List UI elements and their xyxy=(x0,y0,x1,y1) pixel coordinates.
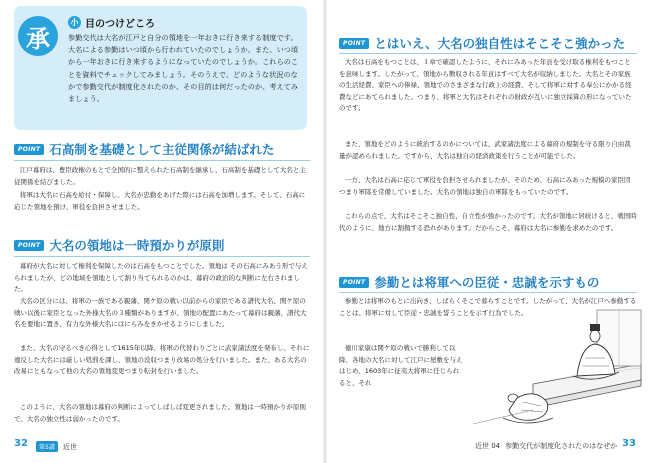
point-badge: POINT xyxy=(339,277,369,288)
intro-header xyxy=(68,15,155,30)
section-title: 石高制を基礎として主従関係が結ばれた xyxy=(49,142,275,157)
page-number: 32 xyxy=(14,438,28,449)
paragraph: また、領地をどのように統治するのかについては、武家諸法度による幕府の規制を守る限り自由裁量が認められました。ですから、大名は独自の経済政策を行うことが可能でした。 xyxy=(339,140,631,160)
section-heading xyxy=(14,236,224,254)
chapter-label: 近世 xyxy=(62,442,77,451)
section-title: とはいえ、大名の独自性はそこそこ強かった xyxy=(374,36,626,51)
section-heading xyxy=(14,140,274,158)
paragraph: これらの点で、大名はそこそこ独自性、自立性が強かったのです。大名が領地に居続けると、戦国時代のように、地方に割拠する恐れがあります。だからこそ、幕府は大名に参勤を求めたのです。 xyxy=(339,212,637,232)
page-footer xyxy=(36,441,77,452)
point-badge: POINT xyxy=(339,38,369,49)
paragraph: このように、大名の領地は幕府の判断によってしばしば変更されました。領地は一時預かりが原則で、大名の独立性は弱かったのです。 xyxy=(14,403,306,423)
section-heading xyxy=(339,34,625,52)
paragraph: 大名は石高をもつことは、１章で確認したように、それにみあった年貢を受け取る権利をもつことを意味します。したがって、領地から徴収される年貢はすべて大名が収納しました。大名とその家族の生活経費、家臣への俸禄、領地でのさまざまな行政上の経費、そして将軍に対する奉公にかかる経費などにあてられました。つまり、将軍と大名はそれぞれの財政が互いに独立採算の形になっていたのです。 xyxy=(339,58,632,113)
section-title: 参勤とは将軍への臣従・忠誠を示すもの xyxy=(374,275,600,290)
section-divider xyxy=(14,256,310,257)
section-heading xyxy=(339,273,599,291)
intro-title: 目のつけどころ xyxy=(85,19,155,30)
point-badge: POINT xyxy=(14,144,44,155)
section-divider xyxy=(339,292,637,293)
page-footer xyxy=(475,441,617,451)
paragraph: 将軍は大名に石高を給付・保障し、大名が忠勤をあげた際には石高を加増します。そして、石高に応じた領地を預け、軍役を負担させました。 xyxy=(14,191,306,211)
page-number: 33 xyxy=(622,438,636,449)
shogun-audience-illustration xyxy=(473,306,643,431)
section-divider xyxy=(14,160,310,161)
chapter-label: 近世 04 xyxy=(475,442,501,450)
section-divider xyxy=(339,53,637,54)
paragraph: 江戸幕府は、豊臣政権のもとで全国的に整えられた石高制を継承し、石高制を基礎として大名と主従関係を結びました。 xyxy=(14,166,306,186)
paragraph: 幕府が大名に対して権利を保障したのは石高をもつことでした。領地は その石高にみあう形で与えられましたが、どの地域を領地として割り当てられるのかは、幕府の政治的な判断に左右されました。 xyxy=(14,262,308,294)
chapter-phase-badge: 承 xyxy=(18,16,58,56)
intro-body: 参勤交代は大名が江戸と自分の領地を一年おきに行き来する制度です。大名による参勤はいつ頃から行われていたのでしょうか。また、いつ頃から一年おきに行き来するようになっていたのでしょうか。これらのことを資料でチェックしてみましょう。そのうえで、どのような状況のなかで参勤交代が制度化されたのか、その目的は何だったのか、考えてみましょう。 xyxy=(68,33,299,104)
intro-box xyxy=(14,6,307,130)
question-icon: 小 xyxy=(68,16,81,29)
paragraph: 大名の区分には、将軍の一族である親藩、関ケ原の戦い以前からの家臣である譜代大名、関ケ原の戦い以後に家臣となった外様大名の３種類がありますが、領地の配置にあたって幕府は親藩、譜代大名を要地に置き、有力な外様大名にはにらみをきかせるようにしました。 xyxy=(14,297,307,329)
paragraph: 徳川家康は関ケ原の戦いで勝利して以降、各地の大名に対して江戸に屋敷を与えはじめ、1603年に征夷大将軍に任じられると、それ xyxy=(339,344,463,387)
point-badge: POINT xyxy=(14,240,44,251)
section-title: 大名の領地は一時預かりが原則 xyxy=(49,238,225,253)
chapter-badge: 第5講 xyxy=(36,441,58,452)
paragraph: また、大名の守るべき心得として1615年以降、将軍の代替わりごとに武家諸法度を発布し、それに違反した大名には厳しい処罰を課し、領地の没収つまり改易の処分を行いました。また、ある大名の改易にともなって他の大名の領地変更つまり転封を行いました。 xyxy=(14,344,310,376)
paragraph: 一方、大名は石高に応じて軍役を負担させられましたが、そのため、石高にみあった規模の家臣団つまり軍隊を常備していました。大名の領地は独自の軍隊をもっていたのです。 xyxy=(339,176,631,196)
paragraph: 参勤とは将軍のもとに出向き、しばらくそこで暮らすことです。したがって、大名が江戸へ参勤することは、将軍に対して臣従・忠誠を誓うことを示す行為でした。 xyxy=(339,297,637,317)
chapter-title: 参勤交代が制度化されたのはなぜか xyxy=(505,442,618,450)
